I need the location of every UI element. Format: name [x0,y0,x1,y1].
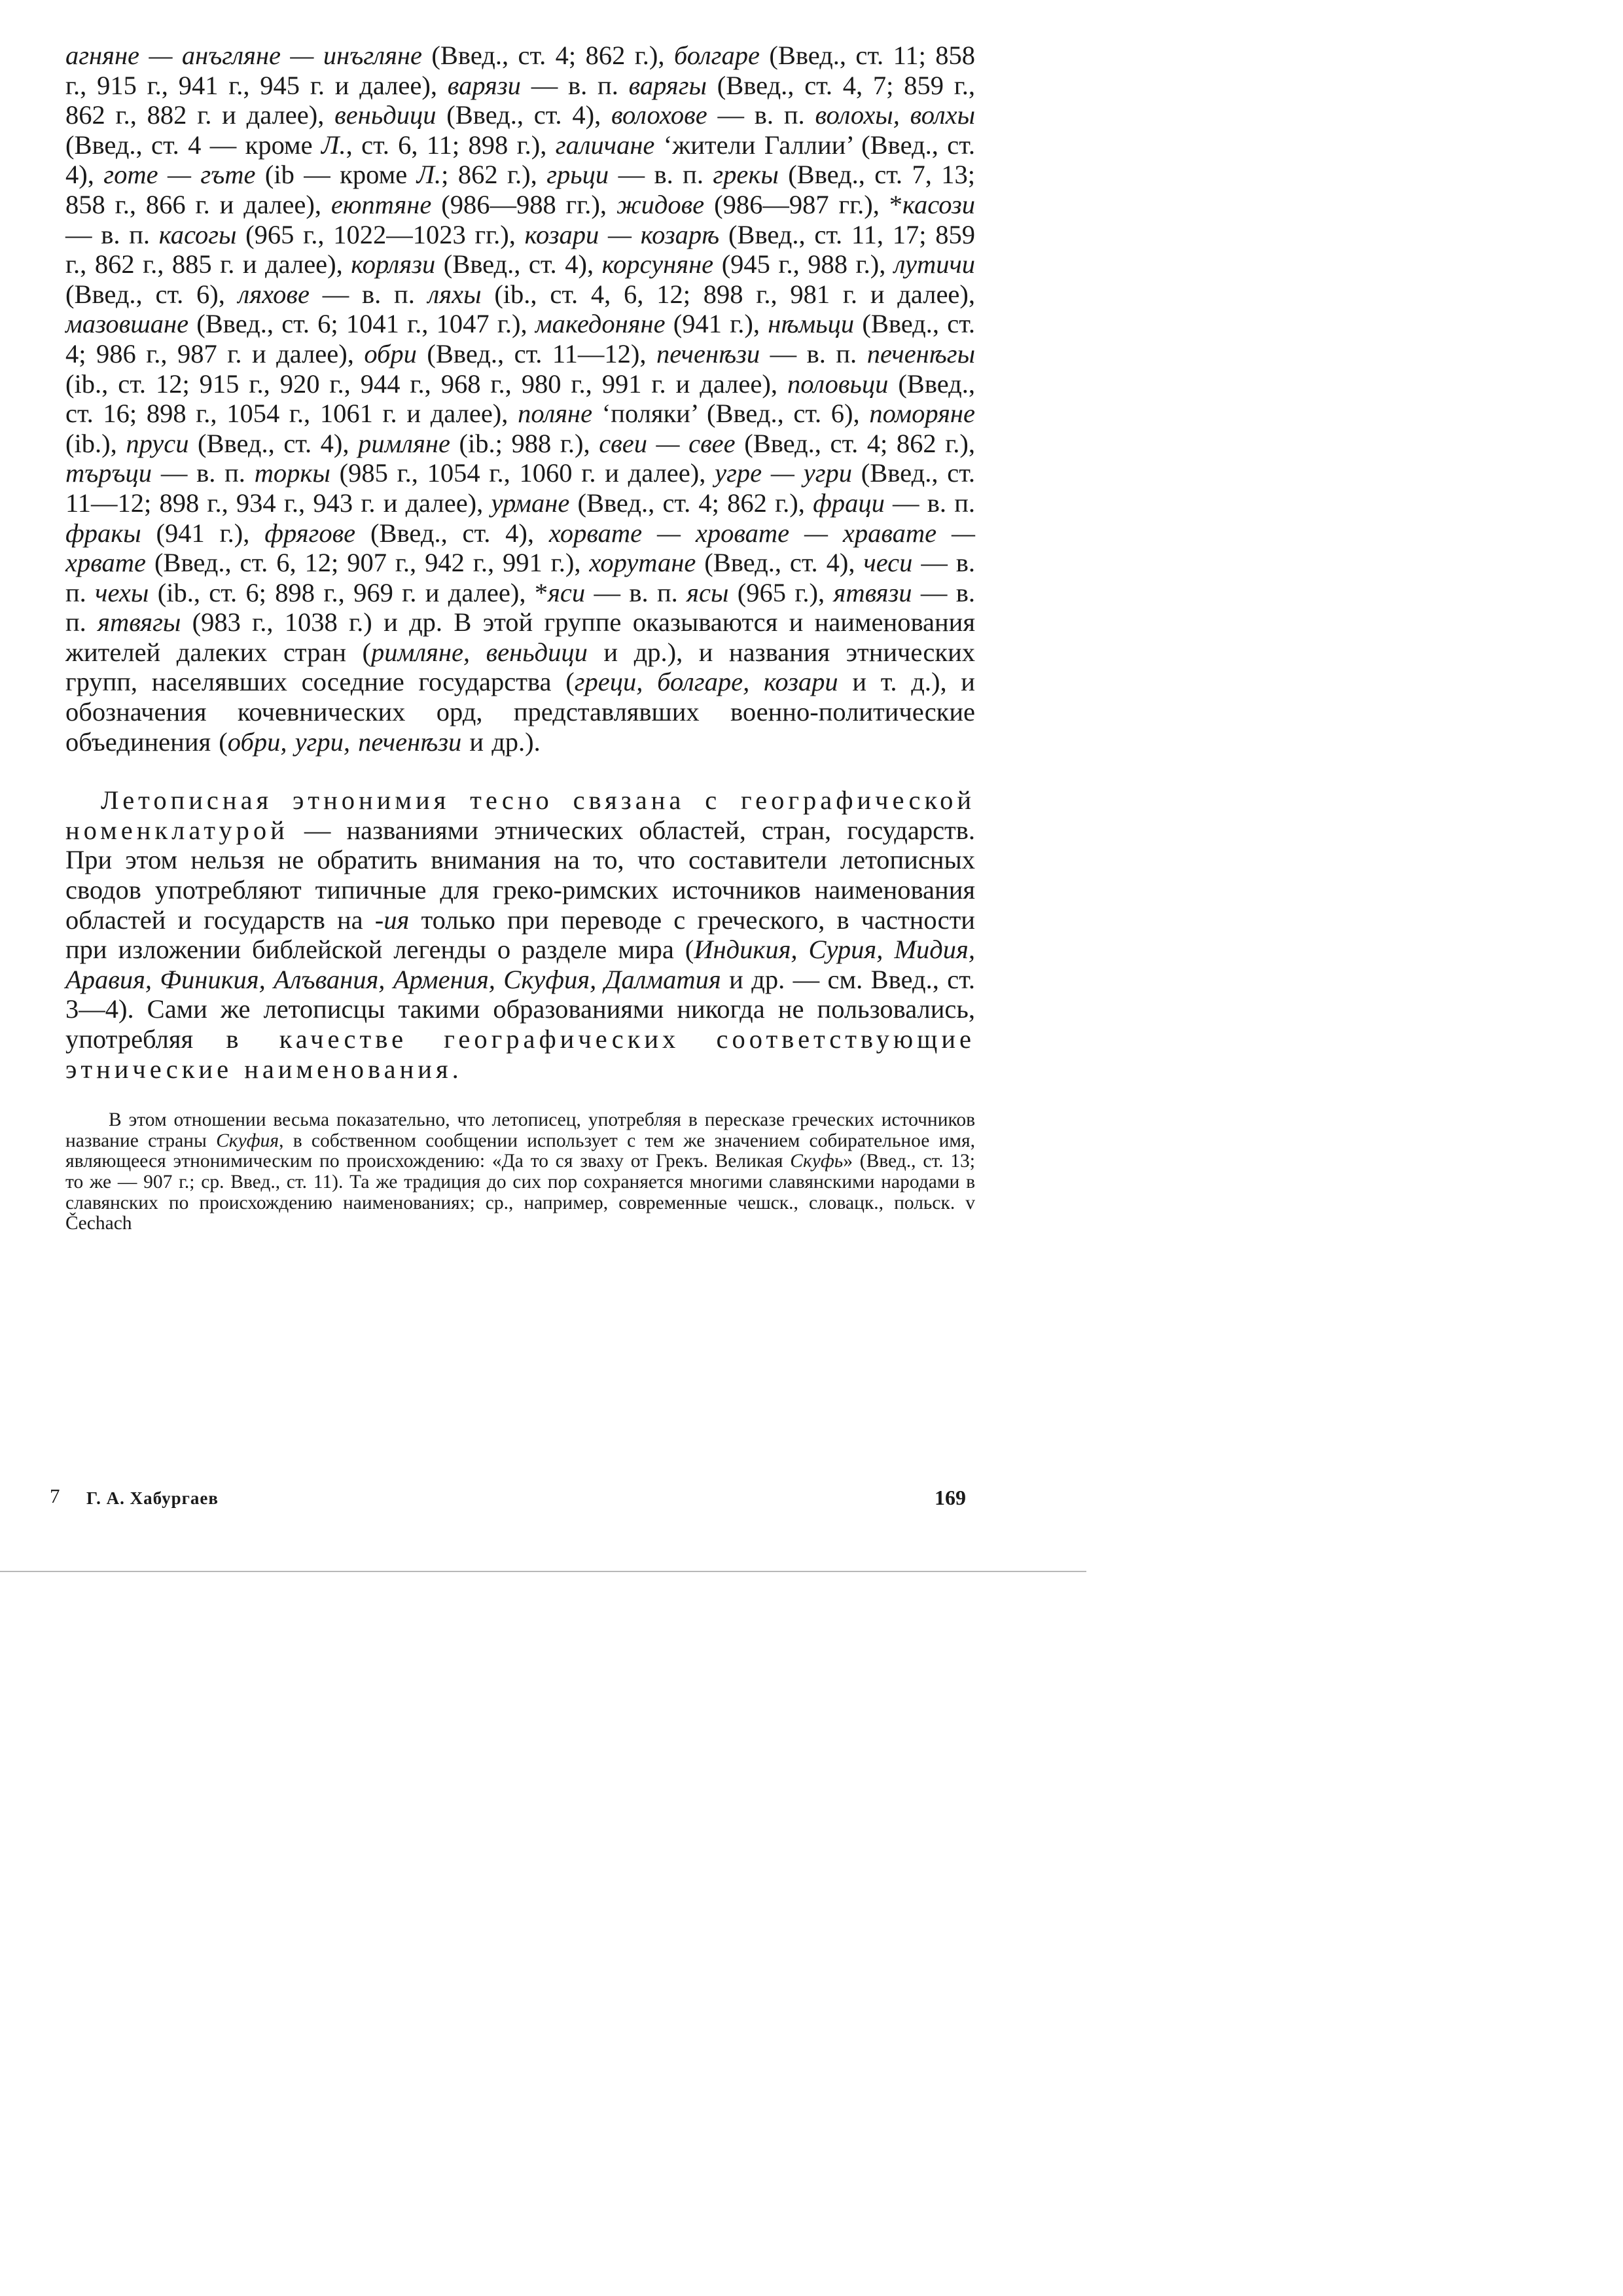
italic-term: фрягове [264,518,356,548]
page-number: 169 [935,1486,966,1509]
footnote: В этом отношении весьма показательно, что летописец, употребляя в пересказе греческих источников название страны Скуфия, в собственном сообщении использует с тем же значением собирательное имя, являющееся этнонимическим по происхождению: «Да то ся зваху от Грекъ. Великая Скуфь» (Введ., ст. 13; то же — 907 г.; ср. Введ., ст. 11). Та же традиция до сих пор сохраняется многими славянскими народами в славянских по происхождению наименованиях; ср., например, современные чешск., словацк., польск. v Čechach [65,1109,975,1234]
italic-term: Л. [321,130,346,160]
paragraph-ethnonyms: агняне — анъгляне — инъгляне (Введ., ст. 4; 862 г.), болгаре (Введ., ст. 11; 858 г., 915 г., 941 г., 945 г. и далее), варязи — в. п. варягы (Введ., ст. 4, 7; 859 г., 862 г., 882 г. и далее), веньдици (Введ., ст. 4), волохове — в. п. волохы, волхы (Введ., ст. 4 — кроме Л., ст. 6, 11; 898 г.), галичане ‘жители Галлии’ (Введ., ст. 4), готе — гъте (ib — кроме Л.; 862 г.), грьци — в. п. грекы (Введ., ст. 7, 13; 858 г., 866 г. и далее), еюптяне (986—988 гг.), жидове (986—987 гг.), *касози — в. п. касогы (965 г., 1022—1023 гг.), козари — козарѣ (Введ., ст. 11, 17; 859 г., 862 г., 885 г. и далее), корлязи (Введ., ст. 4), корсуняне (945 г., 988 г.), лутичи (Введ., ст. 6), ляхове — в. п. ляхы (ib., ст. 4, 6, 12; 898 г., 981 г. и далее), мазовшане (Введ., ст. 6; 1041 г., 1047 г.), македоняне (941 г.), нѣмьци (Введ., ст. 4; 986 г., 987 г. и далее), обри (Введ., ст. 11—12), печенѣзи — в. п. печенѣгы (ib., ст. 12; 915 г., 920 г., 944 г., 968 г., 980 г., 991 г. и далее), половьци (Введ., ст. 16; 898 г., 1054 г., 1061 г. и далее), поляне ‘поляки’ (Введ., ст. 6), поморяне (ib.), пруси (Введ., ст. 4), римляне (ib.; 988 г.), свеи — свее (Введ., ст. 4; 862 г.), търъци — в. п. торкы (985 г., 1054 г., 1060 г. и далее), угре — угри (Введ., ст. 11—12; 898 г., 934 г., 943 г. и далее), урмане (Введ., ст. 4; 862 г.), фраци — в. п. фракы (941 г.), фрягове (Введ., ст. 4), хорвате — хровате — хравате — хрвате (Введ., ст. 6, 12; 907 г., 942 г., 991 г.), хорутане (Введ., ст. 4), чеси — в. п. чехы (ib., ст. 6; 898 г., 969 г. и далее), *яси — в. п. ясы (965 г.), ятвязи — в. п. ятвягы (983 г., 1038 г.) и др. В этой группе оказываются и наименования жителей далеких стран (римляне, веньдици и др.), и названия этнических групп, населявших соседние государства (греци, болгаре, козари и т. д.), и обозначения кочевнических орд, представлявших военно-политические объединения (обри, угри, печенѣзи и др.). [65,41,976,757]
page-footer [50,1484,966,1511]
italic-term: обри [364,338,417,368]
italic-term: ляхы [427,279,482,309]
italic-term: касози [902,189,975,219]
italic-term: Скуфия [216,1130,279,1151]
italic-term: половьци [787,368,889,399]
italic-term: поляне [518,399,593,429]
italic-term: галичане [555,130,655,160]
italic-term: греци, болгаре, козари [574,667,838,697]
signature-mark: 7 [50,1484,60,1507]
scan-edge-line [0,1571,1086,1572]
italic-term: поморяне [869,399,975,429]
italic-term: яси [548,577,586,607]
italic-term: ясы [687,577,729,607]
italic-term: угре — угри [715,458,852,488]
italic-term: варягы [628,70,707,100]
italic-term: грьци [546,160,609,190]
italic-term: хорвате — хровате — хравате — хрвате [65,518,975,578]
italic-term: козари — козарѣ [524,219,720,249]
italic-term: лутичи [893,249,976,279]
italic-term: касогы [158,219,237,249]
italic-term: веньдици [334,100,437,130]
paragraph-geographic-nomenclature: Летописная этнонимия тесно связана с географической номенклатурой — названиями этнических областей, стран, государств. При этом нельзя не обратить внимания на то, что составители летописных сводов употребляют типичные для греко-римских источников наименования областей и государств на -ия только при переводе с греческого, в частности при изложении библейской легенды о разделе мира (Индикия, Сурия, Мидия, Аравия, Финикия, Алъвания, Армения, Скуфия, Далматия и др. — см. Введ., ст. 3—4). Сами же летописцы такими образованиями никогда не пользовались, употребляя в качестве географических соответствующие этнические наименования. [65,785,976,1084]
italic-term: печенѣгы [866,338,976,368]
italic-term: нѣмьци [768,309,855,339]
italic-term: жидове [616,189,705,219]
italic-term: свеи — свее [599,428,736,458]
italic-term: болгаре [673,41,760,70]
italic-term: чеси [863,548,913,578]
italic-term: римляне, веньдици [371,637,588,667]
italic-term: обри, угри, печенѣзи [227,726,462,757]
italic-term: печенѣзи [656,338,760,368]
italic-term: фраци [813,488,885,518]
italic-term: пруси [126,428,189,458]
spaced-emphasis: Летописная этнонимия тесно связана с географической номенклатурой [65,785,975,845]
italic-term: готе — гъте [103,160,256,190]
italic-term: -ия [374,905,410,935]
italic-term: мазовшане [65,309,189,339]
italic-term: корсуняне [601,249,714,279]
italic-term: агняне — анъгляне — инъгляне [65,41,423,70]
italic-term: македоняне [535,309,666,339]
italic-term: урмане [491,488,570,518]
italic-term: Индикия, Сурия, Мидия, Аравия, Финикия, Алъвания, Армения, Скуфия, Далматия [65,935,975,994]
italic-term: волохы, волхы [815,100,976,130]
italic-term: волохове [611,100,707,130]
italic-term: фракы [65,518,141,548]
italic-term: торкы [254,458,330,488]
running-author: Г. А. Хабургаев [86,1488,219,1508]
italic-term: еюптяне [330,189,432,219]
italic-term: Л. [416,160,442,190]
italic-term: ляхове [238,279,310,309]
italic-term: търъци [65,458,152,488]
italic-term: римляне [358,428,450,458]
italic-term: варязи [447,70,521,100]
italic-term: ятвязи [833,577,912,607]
italic-term: корлязи [351,249,436,279]
italic-term: ятвягы [98,607,181,637]
page-text-block [65,41,975,1234]
italic-term: хорутане [589,548,696,578]
spaced-emphasis: в качестве географических соответствующие этнические наименования [65,1024,975,1084]
italic-term: Скуфь [790,1151,844,1172]
italic-term: чехы [95,577,149,607]
italic-term: грекы [713,160,779,190]
